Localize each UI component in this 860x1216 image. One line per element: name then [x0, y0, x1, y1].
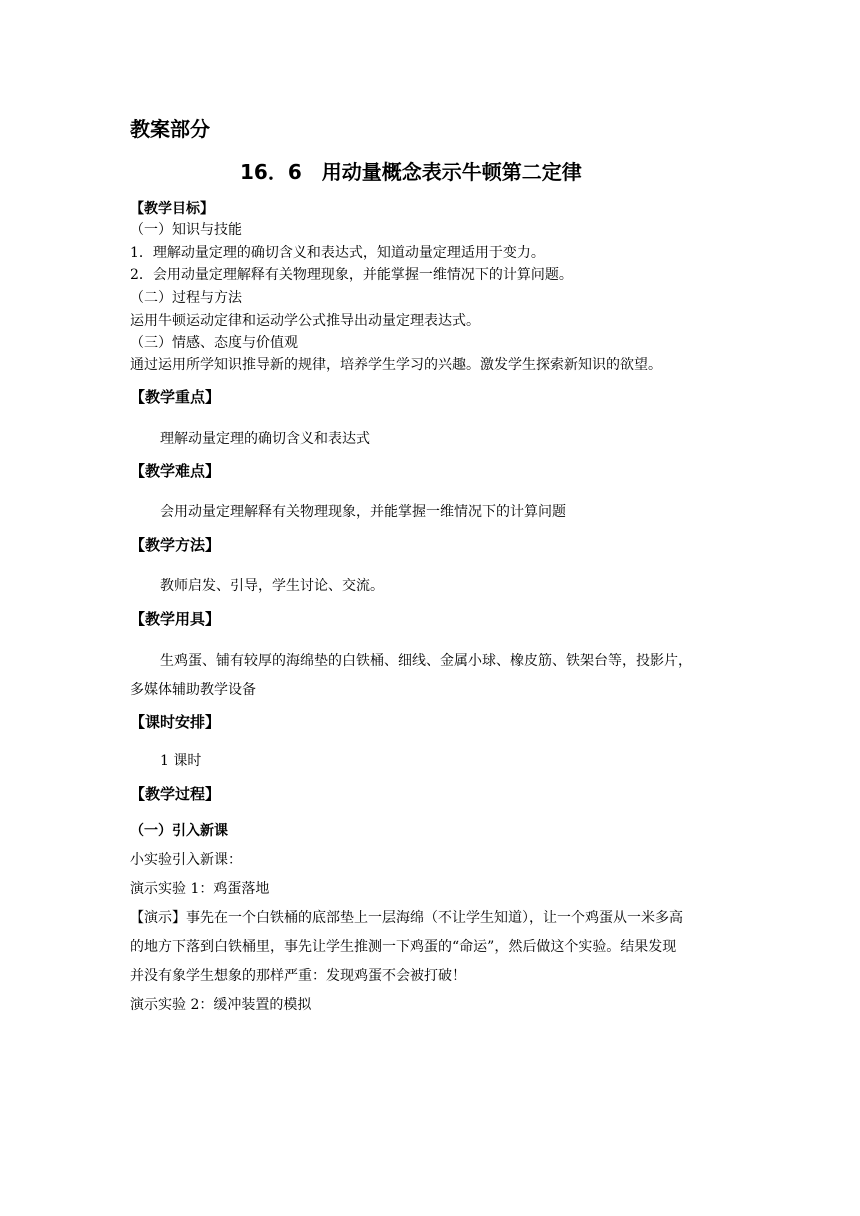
process-sub1: （一）引入新课 — [130, 823, 228, 839]
objectives-sub2: （二）过程与方法 — [130, 290, 242, 306]
method-text: 教师启发、引导，学生讨论、交流。 — [160, 578, 384, 594]
schedule-text: 1 课时 — [160, 753, 202, 769]
tools-line1: 生鸡蛋、铺有较厚的海绵垫的白铁桶、细线、金属小球、橡皮筋、铁架台等，投影片， — [160, 653, 692, 669]
process-p1: 小实验引入新课： — [130, 852, 242, 868]
part-title: 教案部分 — [130, 117, 210, 141]
difficulty-heading: 【教学难点】 — [130, 462, 221, 480]
objectives-item3: 运用牛顿运动定律和运动学公式推导出动量定理表达式。 — [130, 313, 480, 329]
difficulty-text: 会用动量定理解释有关物理现象，并能掌握一维情况下的计算问题 — [160, 504, 566, 520]
process-p2: 演示实验 1：鸡蛋落地 — [130, 881, 270, 897]
key-point-text: 理解动量定理的确切含义和表达式 — [160, 431, 370, 447]
objectives-item2: 2．会用动量定理解释有关物理现象，并能掌握一维情况下的计算问题。 — [130, 267, 573, 283]
schedule-heading: 【课时安排】 — [130, 713, 221, 731]
process-p4: 演示实验 2：缓冲装置的模拟 — [130, 997, 312, 1013]
tools-line2: 多媒体辅助教学设备 — [130, 682, 256, 698]
objectives-sub1: （一）知识与技能 — [130, 222, 242, 238]
objectives-item4: 通过运用所学知识推导新的规律，培养学生学习的兴趣。激发学生探索新知识的欲望。 — [130, 357, 662, 373]
process-heading: 【教学过程】 — [130, 785, 221, 803]
process-p3-line2: 的地方下落到白铁桶里，事先让学生推测一下鸡蛋的“命运”，然后做这个实验。结果发现 — [130, 939, 677, 955]
objectives-sub3: （三）情感、态度与价值观 — [130, 335, 298, 351]
objectives-heading: 【教学目标】 — [130, 201, 214, 217]
key-point-heading: 【教学重点】 — [130, 388, 221, 406]
method-heading: 【教学方法】 — [130, 536, 221, 554]
lesson-title: 16．6 用动量概念表示牛顿第二定律 — [240, 160, 582, 184]
objectives-item1: 1．理解动量定理的确切含义和表达式，知道动量定理适用于变力。 — [130, 245, 545, 261]
process-p3-line3: 并没有象学生想象的那样严重：发现鸡蛋不会被打破！ — [130, 968, 466, 984]
tools-heading: 【教学用具】 — [130, 610, 221, 628]
process-p3-line1: 【演示】事先在一个白铁桶的底部垫上一层海绵（不让学生知道），让一个鸡蛋从一米多高 — [130, 910, 683, 926]
